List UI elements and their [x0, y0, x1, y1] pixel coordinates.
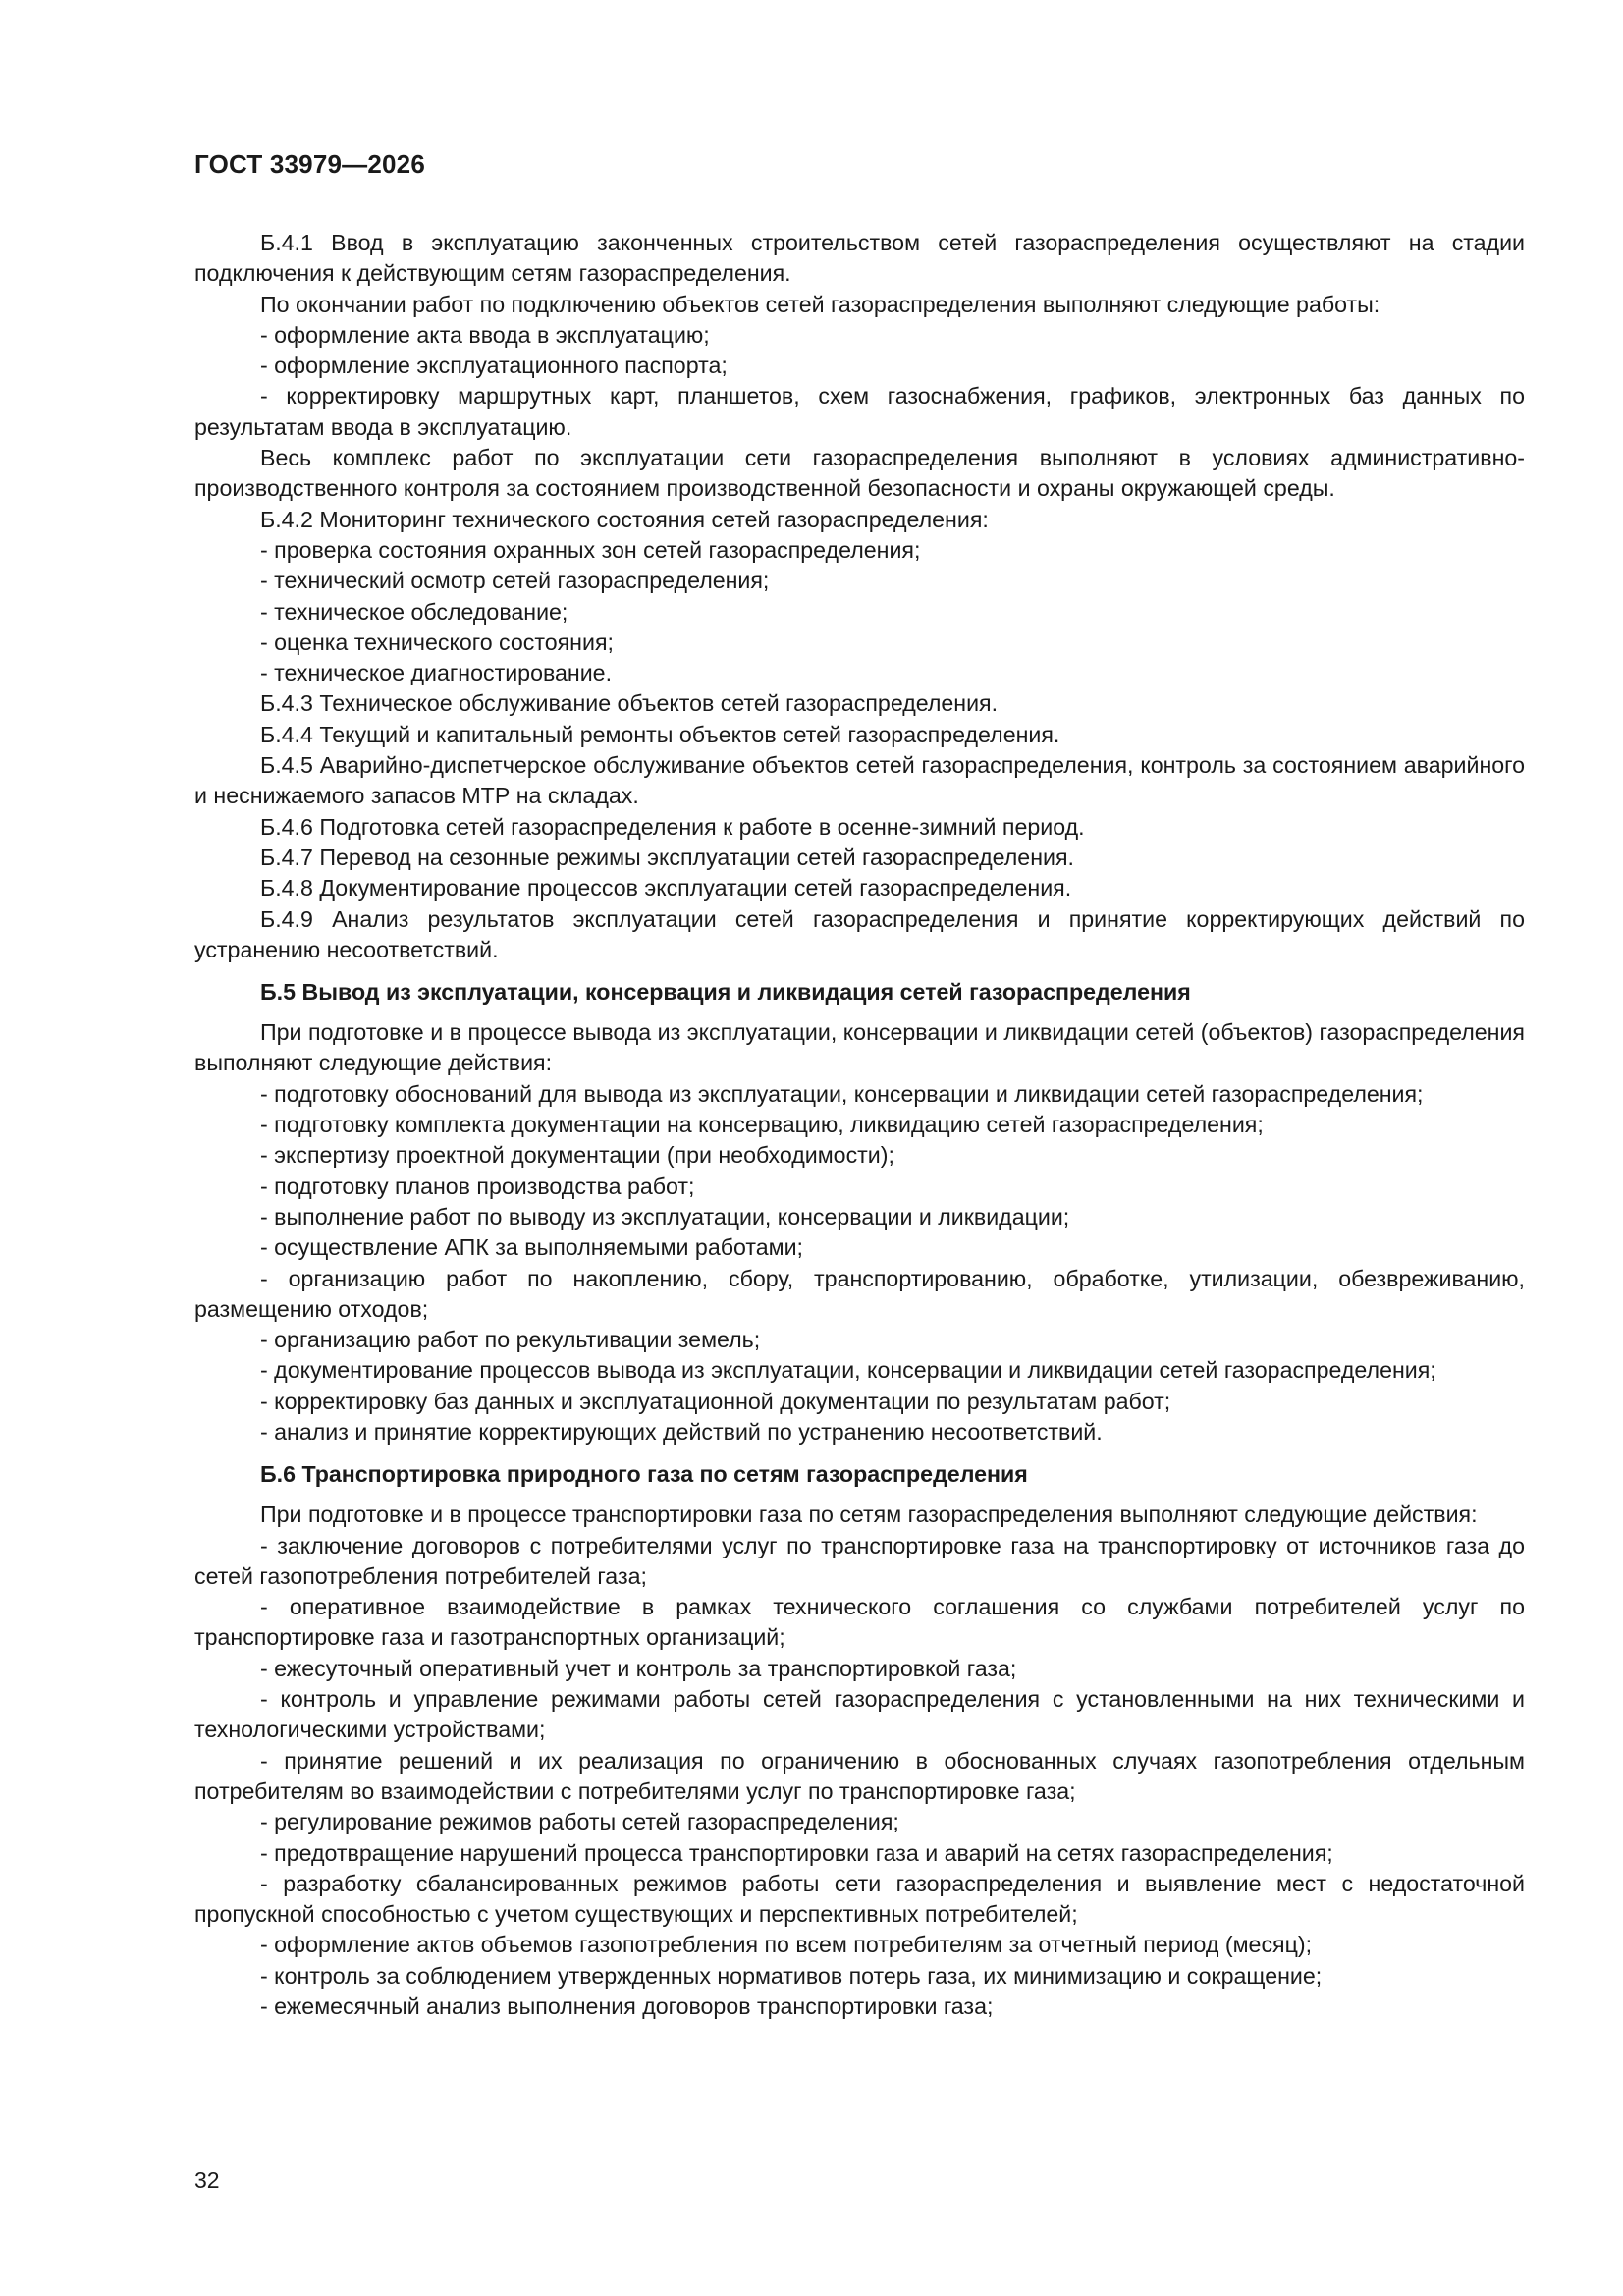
document-body	[194, 228, 1525, 2022]
list-item: - принятие решений и их реализация по ограничению в обоснованных случаях газопотребления отдельным потребителям во взаимодействии с потребителями услуг по транспортировке газа;	[194, 1747, 1525, 1804]
list-item: - разработку сбалансированных режимов работы сети газораспределения и выявление мест с недостаточной пропускной способностью с учетом существующих и перспективных потребителей;	[194, 1870, 1525, 1928]
list-item: - анализ и принятие корректирующих действий по устранению несоответствий.	[260, 1418, 1103, 1445]
paragraph: Б.4.6 Подготовка сетей газораспределения к работе в осенне-зимний период.	[260, 813, 1085, 840]
list-item: - оперативное взаимодействие в рамках технического соглашения со службами потребителей услуг по транспортировке газа и газотранспортных организаций;	[194, 1594, 1525, 1651]
list-item: - оформление эксплуатационного паспорта;	[260, 353, 728, 379]
list-item: - документирование процессов вывода из эксплуатации, консервации и ликвидации сетей газораспределения;	[260, 1357, 1436, 1384]
list-item: - корректировку маршрутных карт, планшетов, схем газоснабжения, графиков, электронных баз данных по результатам ввода в эксплуатацию.	[194, 383, 1525, 440]
list-item: - ежесуточный оперативный учет и контроль за транспортировкой газа;	[260, 1655, 1017, 1681]
list-item: - организацию работ по накоплению, сбору, транспортированию, обработке, утилизации, обезвреживанию, размещению отходов;	[194, 1265, 1525, 1322]
paragraph: Б.4.4 Текущий и капитальный ремонты объектов сетей газораспределения.	[260, 721, 1060, 747]
list-item: - оформление актов объемов газопотребления по всем потребителям за отчетный период (месяц);	[260, 1932, 1313, 1958]
paragraph: При подготовке и в процессе вывода из эксплуатации, консервации и ликвидации сетей (объектов) газораспределения выполняют следующие действия:	[194, 1019, 1525, 1076]
list-item: - техническое обследование;	[260, 598, 568, 625]
paragraph: Весь комплекс работ по эксплуатации сети газораспределения выполняют в условиях административно-производственного контроля за состоянием производственной безопасности и охраны окружающей среды.	[194, 445, 1525, 502]
page-number: 32	[194, 2167, 220, 2193]
section-heading: Б.5 Вывод из эксплуатации, консервация и ликвидация сетей газораспределения	[260, 979, 1191, 1006]
paragraph: По окончании работ по подключению объектов сетей газораспределения выполняют следующие работы:	[260, 291, 1380, 317]
list-item: - оформление акта ввода в эксплуатацию;	[260, 321, 710, 348]
list-item: - осуществление АПК за выполняемыми работами;	[260, 1234, 803, 1261]
list-item: - оценка технического состояния;	[260, 629, 614, 655]
list-item: - техническое диагностирование.	[260, 660, 613, 686]
list-item: - экспертизу проектной документации (при необходимости);	[260, 1142, 894, 1169]
paragraph: Б.4.7 Перевод на сезонные режимы эксплуатации сетей газораспределения.	[260, 844, 1074, 870]
list-item: - регулирование режимов работы сетей газораспределения;	[260, 1809, 899, 1835]
list-item: - организацию работ по рекультивации земель;	[260, 1327, 761, 1353]
paragraph: Б.4.1 Ввод в эксплуатацию законченных строительством сетей газораспределения осуществляют на стадии подключения к действующим сетям газораспределения.	[194, 230, 1525, 287]
list-item: - заключение договоров с потребителями услуг по транспортировке газа на транспортировку от источников газа до сетей газопотребления потребителей газа;	[194, 1532, 1525, 1589]
section-heading: Б.6 Транспортировка природного газа по сетям газораспределения	[260, 1461, 1028, 1488]
list-item: - ежемесячный анализ выполнения договоров транспортировки газа;	[260, 1994, 994, 2020]
paragraph: Б.4.2 Мониторинг технического состояния сетей газораспределения:	[260, 506, 989, 532]
list-item: - подготовку комплекта документации на консервацию, ликвидацию сетей газораспределения;	[260, 1112, 1264, 1138]
list-item: - технический осмотр сетей газораспределения;	[260, 568, 770, 594]
paragraph: Б.4.5 Аварийно-диспетчерское обслуживание объектов сетей газораспределения, контроль за состоянием аварийного и неснижаемого запасов МТР на складах.	[194, 752, 1525, 809]
list-item: - выполнение работ по выводу из эксплуатации, консервации и ликвидации;	[260, 1203, 1070, 1230]
paragraph: Б.4.3 Техническое обслуживание объектов сетей газораспределения.	[260, 690, 999, 717]
document-header: ГОСТ 33979—2026	[194, 149, 425, 179]
list-item: - предотвращение нарушений процесса транспортировки газа и аварий на сетях газораспределения;	[260, 1839, 1333, 1866]
list-item: - подготовку планов производства работ;	[260, 1173, 695, 1199]
list-item: - контроль и управление режимами работы сетей газораспределения с установленными на них техническими и технологическими устройствами;	[194, 1686, 1525, 1743]
list-item: - корректировку баз данных и эксплуатационной документации по результатам работ;	[260, 1388, 1171, 1414]
list-item: - контроль за соблюдением утвержденных нормативов потерь газа, их минимизацию и сокращение;	[260, 1962, 1323, 1989]
paragraph: Б.4.8 Документирование процессов эксплуатации сетей газораспределения.	[260, 875, 1072, 902]
list-item: - проверка состояния охранных зон сетей газораспределения;	[260, 536, 921, 563]
list-item: - подготовку обоснований для вывода из эксплуатации, консервации и ликвидации сетей газораспределения;	[260, 1080, 1424, 1107]
paragraph: Б.4.9 Анализ результатов эксплуатации сетей газораспределения и принятие корректирующих действий по устранению несоответствий.	[194, 905, 1525, 962]
paragraph: При подготовке и в процессе транспортировки газа по сетям газораспределения выполняют следующие действия:	[260, 1502, 1478, 1528]
